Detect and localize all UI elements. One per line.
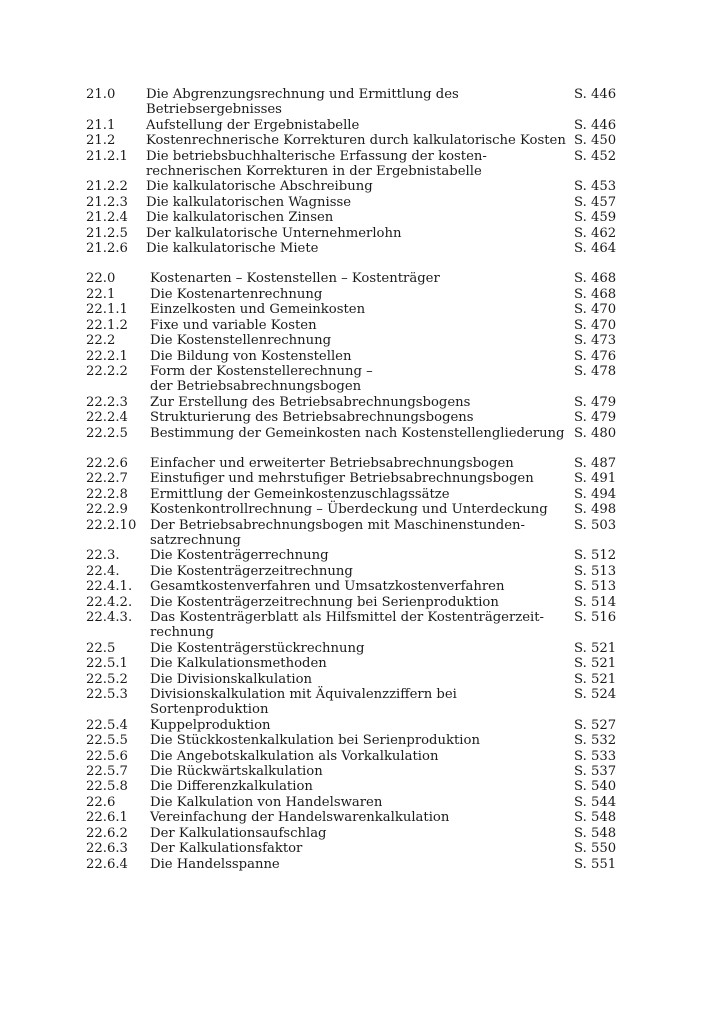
entry-page-number: S. 468 — [574, 286, 617, 302]
toc-entry — [86, 826, 626, 841]
entry-page-number: S. 459 — [574, 210, 617, 226]
entry-number: 21.2.2 — [86, 179, 128, 195]
toc-entry — [86, 349, 626, 364]
entry-title: Die Stückkostenkalkulation bei Serienproduktion — [150, 733, 480, 749]
entry-title: Die kalkulatorische Abschreibung — [146, 179, 373, 195]
entry-title: Die kalkulatorischen Wagnisse — [146, 194, 352, 210]
entry-number: 22.6 — [86, 794, 116, 810]
entry-title: Kostenkontrollrechnung – Überdeckung und Unterdeckung — [150, 502, 548, 518]
entry-page-number: S. 521 — [574, 671, 617, 687]
entry-page-number: S. 514 — [574, 594, 617, 610]
toc-entry — [86, 518, 626, 549]
entry-number: 22.6.1 — [86, 810, 128, 826]
entry-number: 22.2.9 — [86, 502, 128, 518]
entry-number: 22.2.8 — [86, 486, 128, 502]
toc-entry — [86, 718, 626, 733]
entry-title: Der kalkulatorische Unternehmerlohn — [146, 225, 402, 241]
entry-number: 22.2.10 — [86, 517, 137, 533]
entry-number: 22.1.1 — [86, 302, 128, 318]
entry-page-number: S. 524 — [574, 687, 617, 703]
entry-page-number: S. 551 — [574, 856, 617, 872]
toc-entry — [86, 548, 626, 563]
entry-title: Vereinfachung der Handelswarenkalkulation — [150, 810, 450, 826]
entry-page-number: S. 464 — [574, 241, 617, 257]
toc-entry — [86, 841, 626, 856]
entry-number: 21.2.6 — [86, 241, 128, 257]
entry-title: Fixe und variable Kosten — [150, 317, 317, 333]
entry-page-number: S. 494 — [574, 486, 617, 502]
entry-page-number: S. 548 — [574, 810, 617, 826]
toc-entry — [86, 502, 626, 517]
entry-page-number: S. 503 — [574, 517, 617, 533]
toc-entry — [86, 733, 626, 748]
entry-title: Kuppelproduktion — [150, 717, 271, 733]
entry-page-number: S. 532 — [574, 733, 617, 749]
toc-entry — [86, 610, 626, 641]
entry-title: Einfacher und erweiterter Betriebsabrechnungsbogen — [150, 455, 514, 471]
toc-entry — [86, 271, 626, 286]
entry-page-number: S. 479 — [574, 410, 617, 426]
toc-entry — [86, 226, 626, 241]
entry-title: Bestimmung der Gemeinkosten nach Kostenstellengliederung — [150, 425, 565, 441]
entry-number: 22.2 — [86, 333, 116, 349]
toc-entry — [86, 426, 626, 441]
entry-number: 22.2.3 — [86, 394, 128, 410]
entry-number: 22.2.4 — [86, 410, 128, 426]
table-of-contents — [86, 87, 626, 872]
entry-number: 21.2.5 — [86, 225, 128, 241]
toc-section — [86, 87, 626, 256]
entry-title: Die Rückwärtskalkulation — [150, 764, 323, 780]
toc-entry — [86, 87, 626, 118]
toc-entry — [86, 656, 626, 671]
entry-title: Die Kostenträgerstückrechnung — [150, 640, 365, 656]
toc-entry — [86, 364, 626, 395]
entry-title: Die Kalkulationsmethoden — [150, 656, 327, 672]
entry-page-number: S. 521 — [574, 640, 617, 656]
entry-number: 22.2.1 — [86, 348, 128, 364]
entry-number: 22.2.6 — [86, 455, 128, 471]
toc-entry — [86, 487, 626, 502]
entry-page-number: S. 513 — [574, 579, 617, 595]
entry-title: Kostenarten – Kostenstellen – Kostenträger — [150, 271, 440, 287]
entry-title: Der Kalkulationsaufschlag — [150, 825, 327, 841]
entry-page-number: S. 550 — [574, 841, 617, 857]
entry-title: Die Divisionskalkulation — [150, 671, 313, 687]
entry-number: 22.5.3 — [86, 687, 128, 703]
entry-number: 21.2.1 — [86, 148, 128, 164]
toc-entry — [86, 179, 626, 194]
toc-entry — [86, 857, 626, 872]
entry-title: Die Bildung von Kostenstellen — [150, 348, 352, 364]
entry-page-number: S. 476 — [574, 348, 617, 364]
entry-page-number: S. 537 — [574, 764, 617, 780]
entry-title: Der Betriebsabrechnungsbogen mit Maschinenstunden- satzrechnung — [150, 517, 525, 548]
entry-title: Die Differenzkalkulation — [150, 779, 313, 795]
entry-page-number: S. 527 — [574, 717, 617, 733]
toc-entry — [86, 149, 626, 180]
entry-page-number: S. 478 — [574, 363, 617, 379]
entry-number: 22.1.2 — [86, 317, 128, 333]
entry-title: Die Abgrenzungsrechnung und Ermittlung des Betriebsergebnisses — [146, 87, 459, 118]
entry-page-number: S. 457 — [574, 194, 617, 210]
entry-page-number: S. 462 — [574, 225, 617, 241]
entry-page-number: S. 452 — [574, 148, 617, 164]
toc-entry — [86, 195, 626, 210]
entry-title: Aufstellung der Ergebnistabelle — [146, 117, 360, 133]
entry-number: 22.0 — [86, 271, 116, 287]
entry-title: Einzelkosten und Gemeinkosten — [150, 302, 366, 318]
entry-number: 22.5.6 — [86, 748, 128, 764]
entry-number: 22.1 — [86, 286, 116, 302]
toc-entry — [86, 302, 626, 317]
entry-title: Die Kostenträgerzeitrechnung — [150, 563, 353, 579]
entry-number: 21.2.4 — [86, 210, 128, 226]
toc-entry — [86, 210, 626, 225]
entry-page-number: S. 516 — [574, 610, 617, 625]
entry-number: 22.3. — [86, 548, 120, 564]
entry-number: 21.2 — [86, 133, 116, 149]
entry-title: Der Kalkulationsfaktor — [150, 841, 303, 857]
entry-title: Die kalkulatorischen Zinsen — [146, 210, 334, 226]
entry-number: 22.5.5 — [86, 733, 128, 749]
entry-number: 22.6.2 — [86, 825, 128, 841]
entry-title: Die Kostenträgerrechnung — [150, 548, 329, 564]
entry-title: Zur Erstellung des Betriebsabrechnungsbogens — [150, 394, 471, 410]
entry-number: 21.1 — [86, 117, 116, 133]
entry-number: 21.0 — [86, 87, 116, 102]
entry-title: Die Kostenträgerzeitrechnung bei Serienproduktion — [150, 594, 499, 610]
toc-entry — [86, 564, 626, 579]
toc-entry — [86, 241, 626, 256]
toc-entry — [86, 395, 626, 410]
entry-page-number: S. 513 — [574, 563, 617, 579]
entry-title: Die Kostenstellenrechnung — [150, 333, 332, 349]
toc-entry — [86, 810, 626, 825]
entry-page-number: S. 491 — [574, 471, 617, 487]
toc-entry — [86, 764, 626, 779]
entry-page-number: S. 548 — [574, 825, 617, 841]
toc-entry — [86, 133, 626, 148]
entry-number: 22.5.2 — [86, 671, 128, 687]
entry-number: 22.2.7 — [86, 471, 128, 487]
toc-entry — [86, 595, 626, 610]
toc-entry — [86, 318, 626, 333]
entry-title: Die betriebsbuchhalterische Erfassung der kosten- rechnerischen Korrekturen in der Ergebnistabelle — [146, 148, 487, 180]
entry-number: 22.5 — [86, 640, 116, 656]
entry-number: 22.5.4 — [86, 717, 128, 733]
entry-number: 22.6.3 — [86, 841, 128, 857]
entry-number: 22.6.4 — [86, 856, 128, 872]
toc-entry — [86, 672, 626, 687]
entry-title: Die kalkulatorische Miete — [146, 241, 319, 257]
entry-number: 22.5.1 — [86, 656, 128, 672]
entry-page-number: S. 487 — [574, 455, 617, 471]
entry-title: Form der Kostenstellerechnung – der Betriebsabrechnungsbogen — [150, 363, 373, 395]
toc-entry — [86, 471, 626, 486]
toc-entry — [86, 333, 626, 348]
entry-title: Das Kostenträgerblatt als Hilfsmittel der Kostenträgerzeit- rechnung — [150, 610, 544, 641]
entry-page-number: S. 468 — [574, 271, 617, 287]
entry-page-number: S. 479 — [574, 394, 617, 410]
toc-entry — [86, 641, 626, 656]
entry-page-number: S. 521 — [574, 656, 617, 672]
toc-entry — [86, 287, 626, 302]
entry-page-number: S. 540 — [574, 779, 617, 795]
entry-title: Ermittlung der Gemeinkostenzuschlagssätze — [150, 486, 450, 502]
entry-number: 22.4.3. — [86, 610, 133, 625]
entry-title: Kostenrechnerische Korrekturen durch kalkulatorische Kosten — [146, 133, 566, 149]
toc-entry — [86, 795, 626, 810]
entry-title: Die Kostenartenrechnung — [150, 286, 323, 302]
toc-entry — [86, 456, 626, 471]
entry-title: Divisionskalkulation mit Äquivalenzziffern bei Sortenproduktion — [150, 687, 457, 718]
entry-page-number: S. 533 — [574, 748, 617, 764]
entry-number: 22.2.2 — [86, 363, 128, 379]
entry-title: Die Kalkulation von Handelswaren — [150, 794, 383, 810]
entry-title: Die Handelsspanne — [150, 856, 280, 872]
toc-section — [86, 271, 626, 440]
entry-page-number: S. 498 — [574, 502, 617, 518]
toc-entry — [86, 749, 626, 764]
entry-number: 22.5.8 — [86, 779, 128, 795]
toc-entry — [86, 118, 626, 133]
toc-entry — [86, 687, 626, 718]
entry-page-number: S. 453 — [574, 179, 617, 195]
entry-page-number: S. 544 — [574, 794, 617, 810]
entry-title: Gesamtkostenverfahren und Umsatzkostenverfahren — [150, 579, 505, 595]
entry-title: Die Angebotskalkulation als Vorkalkulation — [150, 748, 439, 764]
toc-entry — [86, 410, 626, 425]
entry-title: Strukturierung des Betriebsabrechnungsbogens — [150, 410, 474, 426]
toc-entry — [86, 779, 626, 794]
entry-number: 22.4.2. — [86, 594, 133, 610]
toc-entry — [86, 579, 626, 594]
entry-number: 22.2.5 — [86, 425, 128, 441]
entry-number: 22.4. — [86, 563, 120, 579]
entry-page-number: S. 470 — [574, 317, 617, 333]
entry-page-number: S. 480 — [574, 425, 617, 441]
toc-section — [86, 456, 626, 872]
entry-title: Einstufiger und mehrstufiger Betriebsabrechnungsbogen — [150, 471, 534, 487]
entry-page-number: S. 512 — [574, 548, 617, 564]
entry-number: 22.4.1. — [86, 579, 133, 595]
entry-number: 22.5.7 — [86, 764, 128, 780]
entry-page-number: S. 446 — [574, 117, 617, 133]
entry-page-number: S. 473 — [574, 333, 617, 349]
entry-number: 21.2.3 — [86, 194, 128, 210]
entry-page-number: S. 470 — [574, 302, 617, 318]
entry-page-number: S. 450 — [574, 133, 617, 149]
entry-page-number: S. 446 — [574, 87, 617, 102]
